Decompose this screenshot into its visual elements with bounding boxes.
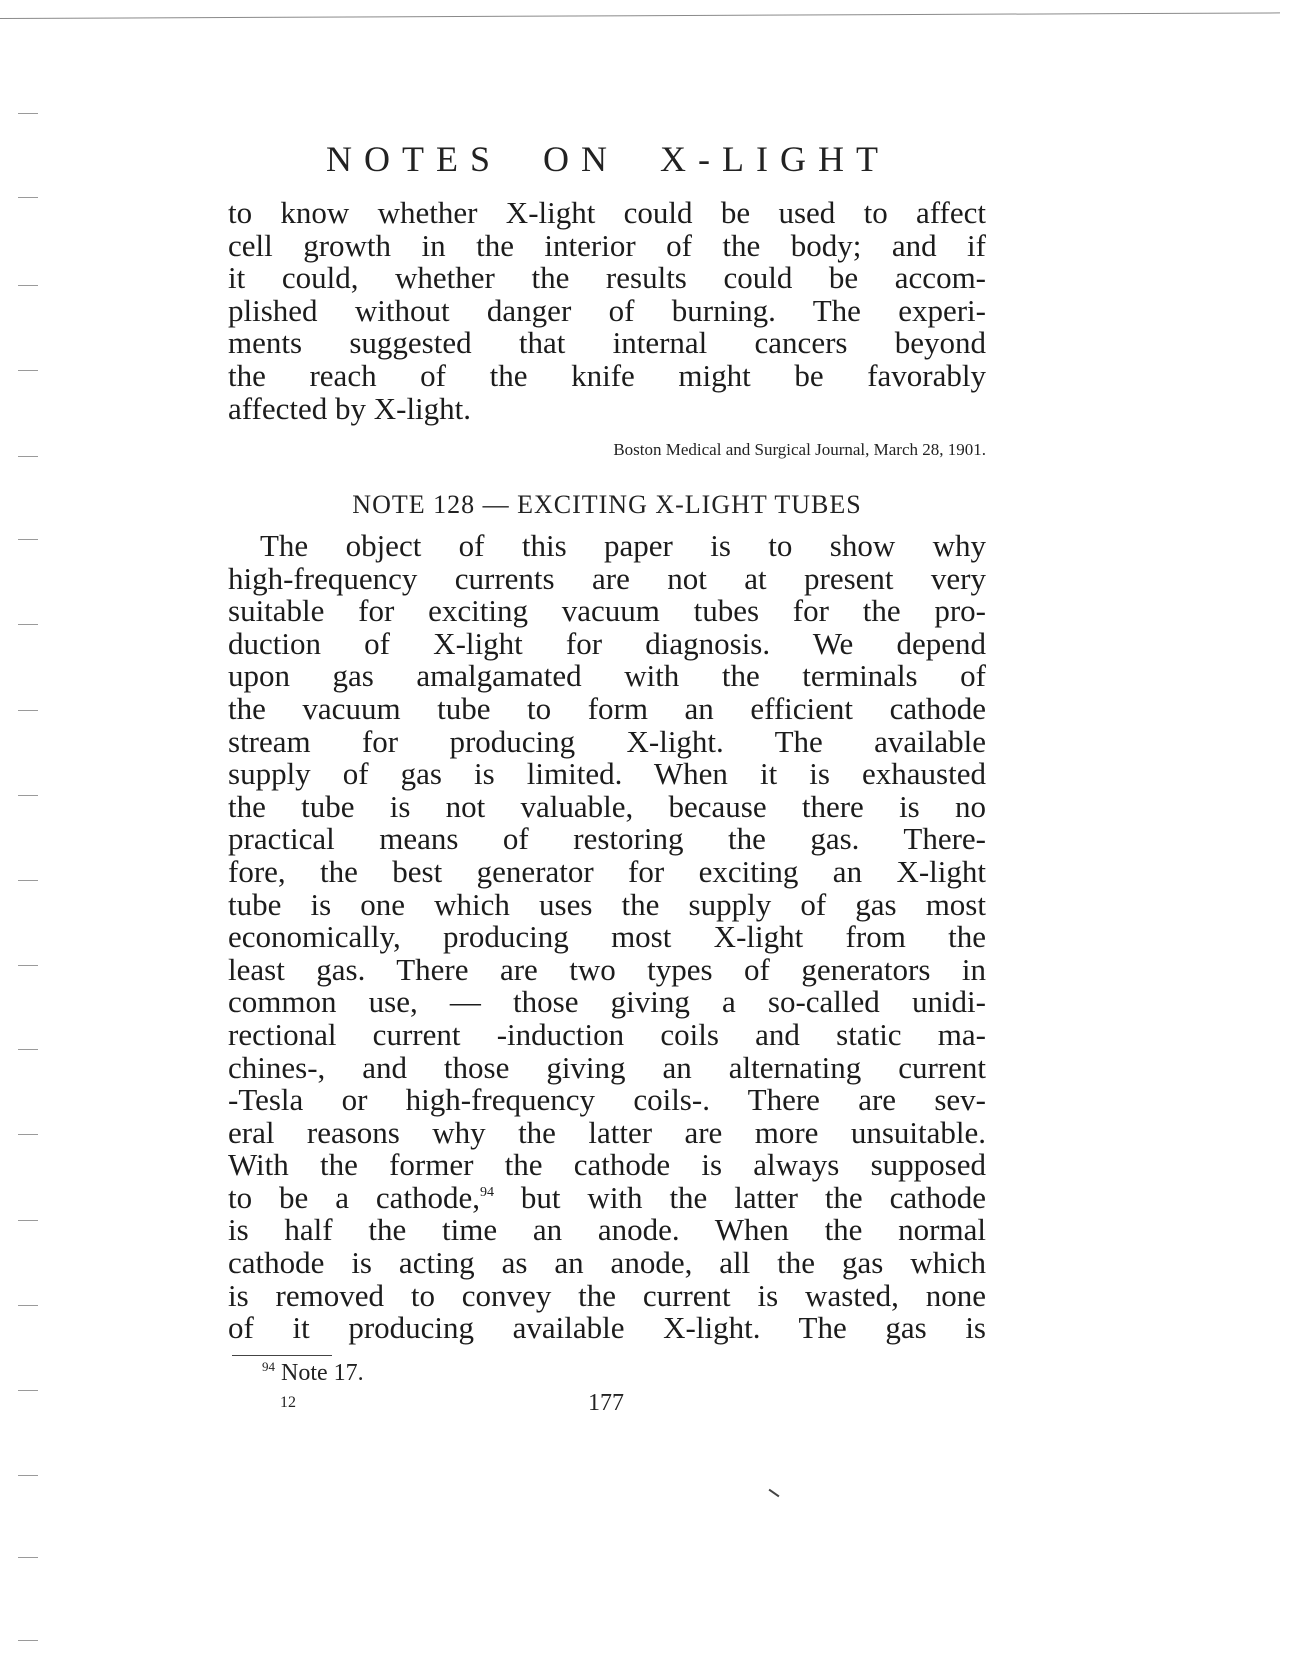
margin-tick <box>18 285 38 286</box>
text-line: cathode is acting as an anode, all the gas which <box>228 1245 986 1281</box>
margin-tick <box>18 880 38 881</box>
margin-tick <box>18 1640 38 1641</box>
text-line: cell growth in the interior of the body; and if <box>228 227 986 263</box>
text-line: supply of gas is limited. When it is exhausted <box>228 756 986 792</box>
margin-tick <box>18 456 38 457</box>
margin-tick <box>18 1220 38 1221</box>
margin-tick <box>18 113 38 114</box>
footnote-rule <box>232 1355 332 1356</box>
text-line: the reach of the knife might be favorably <box>228 357 986 393</box>
text-line: affected by X-light. <box>228 390 472 426</box>
footnote-text: Note 17. <box>281 1360 364 1386</box>
margin-tick <box>18 370 38 371</box>
footnote-reference[interactable]: 94 <box>480 1184 494 1200</box>
note-heading: NOTE 128 — EXCITING X-LIGHT TUBES <box>352 490 862 519</box>
text-line: tube is one which uses the supply of gas most <box>228 886 986 922</box>
margin-tick <box>18 1305 38 1306</box>
text-line: chines-, and those giving an alternating current <box>228 1049 986 1085</box>
margin-tick <box>18 1134 38 1135</box>
text-line: practical means of restoring the gas. There- <box>228 821 986 857</box>
text-line: upon gas amalgamated with the terminals of <box>228 658 986 694</box>
source-citation: Boston Medical and Surgical Journal, March 28, 1901. <box>613 440 986 459</box>
text-line: economically, producing most X-light from the <box>228 919 986 955</box>
footnote <box>262 1360 364 1387</box>
text-fragment: but with the latter the cathode <box>494 1179 986 1215</box>
text-line: ments suggested that internal cancers beyond <box>228 325 986 361</box>
text-line: plished without danger of burning. The experi- <box>228 292 986 328</box>
scan-top-edge <box>0 12 1280 19</box>
text-line: to know whether X-light could be used to affect <box>228 195 986 230</box>
text-line: -Tesla or high-frequency coils-. There are sev- <box>228 1082 986 1118</box>
margin-tick <box>18 539 38 540</box>
text-line: the tube is not valuable, because there is no <box>228 788 986 824</box>
page-number: 177 <box>588 1390 624 1416</box>
footnote-marker: 94 <box>262 1359 275 1374</box>
text-line: least gas. There are two types of generators in <box>228 951 986 987</box>
text-line: suitable for exciting vacuum tubes for the pro- <box>228 593 986 629</box>
text-line: it could, whether the results could be accom- <box>228 260 986 296</box>
text-line: eral reasons why the latter are more unsuitable. <box>228 1114 986 1150</box>
margin-tick <box>18 1049 38 1050</box>
continuation-paragraph <box>228 197 986 425</box>
margin-tick <box>18 710 38 711</box>
text-fragment: to be a cathode, <box>228 1179 480 1215</box>
running-header: NOTES ON X-LIGHT <box>326 139 890 179</box>
text-line: With the former the cathode is always supposed <box>228 1147 986 1183</box>
text-line: rectional current -induction coils and static ma- <box>228 1016 986 1052</box>
text-line: The object of this paper is to show why <box>260 528 986 563</box>
text-line: duction of X-light for diagnosis. We depend <box>228 625 986 661</box>
margin-tick <box>18 795 38 796</box>
text-line: common use, — those giving a so-called unidi- <box>228 984 986 1020</box>
text-line: fore, the best generator for exciting an X-light <box>228 853 986 889</box>
text-line: is removed to convey the current is wasted, none <box>228 1277 986 1313</box>
scan-margin-marks <box>18 0 48 1676</box>
text-line: high-frequency currents are not at present very <box>228 560 986 596</box>
text-line: is half the time an anode. When the normal <box>228 1212 986 1248</box>
margin-tick <box>18 1390 38 1391</box>
text-line-with-footnote-ref <box>228 1179 986 1215</box>
margin-tick <box>18 965 38 966</box>
note-body <box>228 530 986 1345</box>
margin-tick <box>18 624 38 625</box>
text-line: of it producing available X-light. The gas is <box>228 1310 986 1346</box>
margin-tick <box>18 1557 38 1558</box>
text-line: the vacuum tube to form an efficient cathode <box>228 690 986 726</box>
scan-speck <box>769 1489 780 1498</box>
margin-tick <box>18 197 38 198</box>
margin-tick <box>18 1475 38 1476</box>
signature-mark: 12 <box>280 1394 296 1411</box>
text-line: stream for producing X-light. The available <box>228 723 986 759</box>
